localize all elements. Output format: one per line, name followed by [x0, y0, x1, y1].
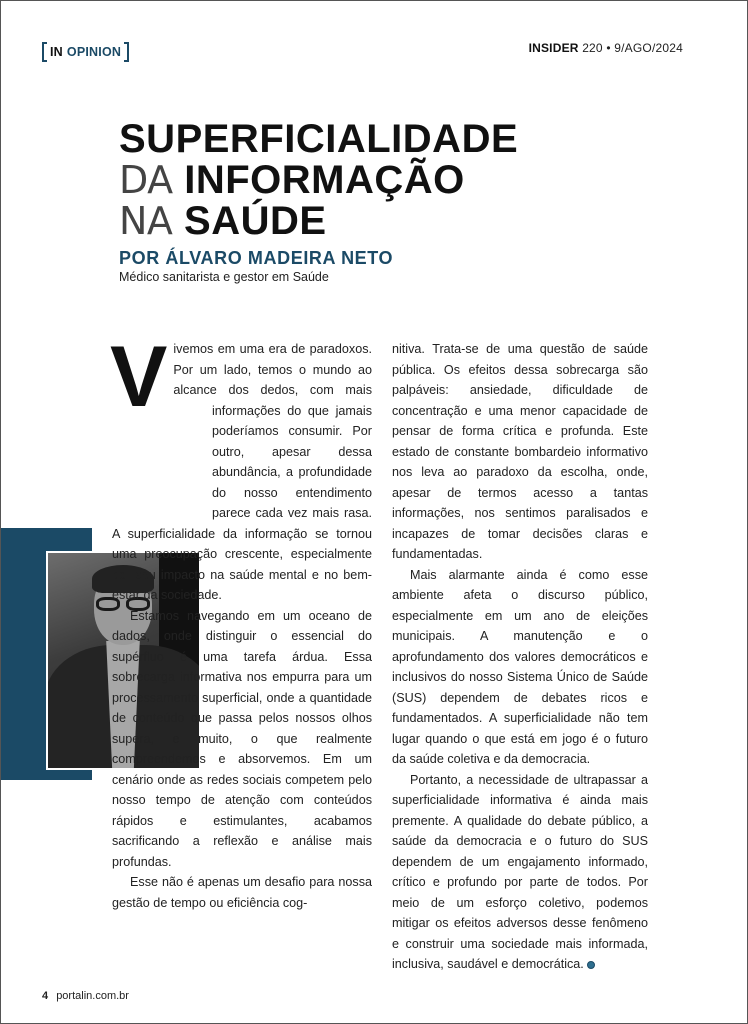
section-tag	[42, 42, 129, 62]
paragraph	[392, 770, 648, 975]
paragraph: Esse não é apenas um desafio para nossa gestão de tempo ou eficiência cog-	[112, 875, 372, 910]
byline: POR ÁLVARO MADEIRA NETO	[119, 248, 394, 268]
article-title	[119, 119, 518, 242]
end-of-article-icon	[587, 961, 595, 969]
section-tag-label: OPINION	[66, 45, 122, 59]
publication-name: INSIDER	[528, 41, 579, 55]
paragraph: Mais alarmante ainda é como esse ambiente afeta o discurso público, especialmente em um ano de eleições municipais. A manutenção e o aprofundamento dos valores democráticos e inclusivos do nosso Sistema Único de Saúde (SUS) dependem de debates ricos e fundamentados. A superficialidade não tem lugar quando o que está em jogo é o futuro da saúde coletiva e da democracia.	[392, 567, 648, 766]
bracket-right-icon	[124, 42, 129, 62]
title-line-3	[119, 201, 518, 242]
bracket-left-icon	[42, 42, 47, 62]
section-tag-prefix: IN	[50, 45, 63, 59]
dropcap: V	[110, 329, 168, 425]
title-line-2	[119, 160, 518, 201]
paragraph	[110, 329, 372, 606]
paragraph: nitiva. Trata-se de uma questão de saúde pública. Os efeitos dessa sobrecarga são palpáveis: ansiedade, dificuldade de concentração e uma menor capacidade de pensar de forma crítica e profunda. Este estado de constante bombardeio informativo nos leva ao paradoxo da escolha, onde, apesar de termos acesso a tantas informações, nos sentimos paralisados e incapazes de tomar decisões claras e fundamentadas.	[392, 342, 648, 561]
paragraph-text: Portanto, a necessidade de ultrapassar a superficialidade informativa é ainda mais premente. A qualidade do debate público, a saúde da democracia e o futuro do SUS dependem de um engajamento informado, crítico e profundo por parte de todos. Por meio de um esforço coletivo, podemos mitigar os efeitos adversos desse fenômeno e construir uma sociedade mais informada, inclusiva, saudável e democrática.	[392, 772, 648, 971]
body-column-right	[392, 339, 648, 975]
title-word: INFORMAÇÃO	[184, 158, 465, 202]
title-word: SAÚDE	[184, 199, 327, 243]
page-number: 4	[42, 990, 49, 1002]
author-role: Médico sanitarista e gestor em Saúde	[119, 270, 329, 284]
issue-details: 220 • 9/AGO/2024	[582, 41, 683, 55]
body-column-left	[110, 329, 372, 913]
title-word-light: DA	[119, 158, 173, 202]
issue-info	[529, 41, 683, 55]
site-url: portalin.com.br	[56, 990, 129, 1002]
paragraph-text: ivemos em uma era de paradoxos. Por um lado, temos o mundo ao alcance dos dedos, com mais informações do que jamais poderíamos consumir. Por outro, apesar dessa abundância, a profundidade do nosso entendimento parece cada vez mais rasa. A superficialidade da informação se tornou uma preocupação crescente, especialmente por seu impacto na saúde mental e no bem-estar da sociedade.	[112, 342, 372, 602]
title-line-1	[119, 119, 518, 160]
title-word-light: NA	[119, 199, 173, 243]
paragraph: Estamos navegando em um oceano de dados, onde distinguir o essencial do supérfluo é uma tarefa árdua. Essa sobrecarga informativa nos empurra para um processamento superficial, onde a quantidade de conteúdo que passa pelos nossos olhos supera, e muito, o que realmente compreendemos e absorvemos. Em um cenário onde as redes sociais competem pelo nosso tempo de atenção com conteúdos rápidos e estimulantes, acabamos sacrificando a reflexão e análise mais profundas.	[112, 608, 372, 869]
title-word: SUPERFICIALIDADE	[119, 117, 519, 161]
page-footer	[42, 990, 129, 1002]
